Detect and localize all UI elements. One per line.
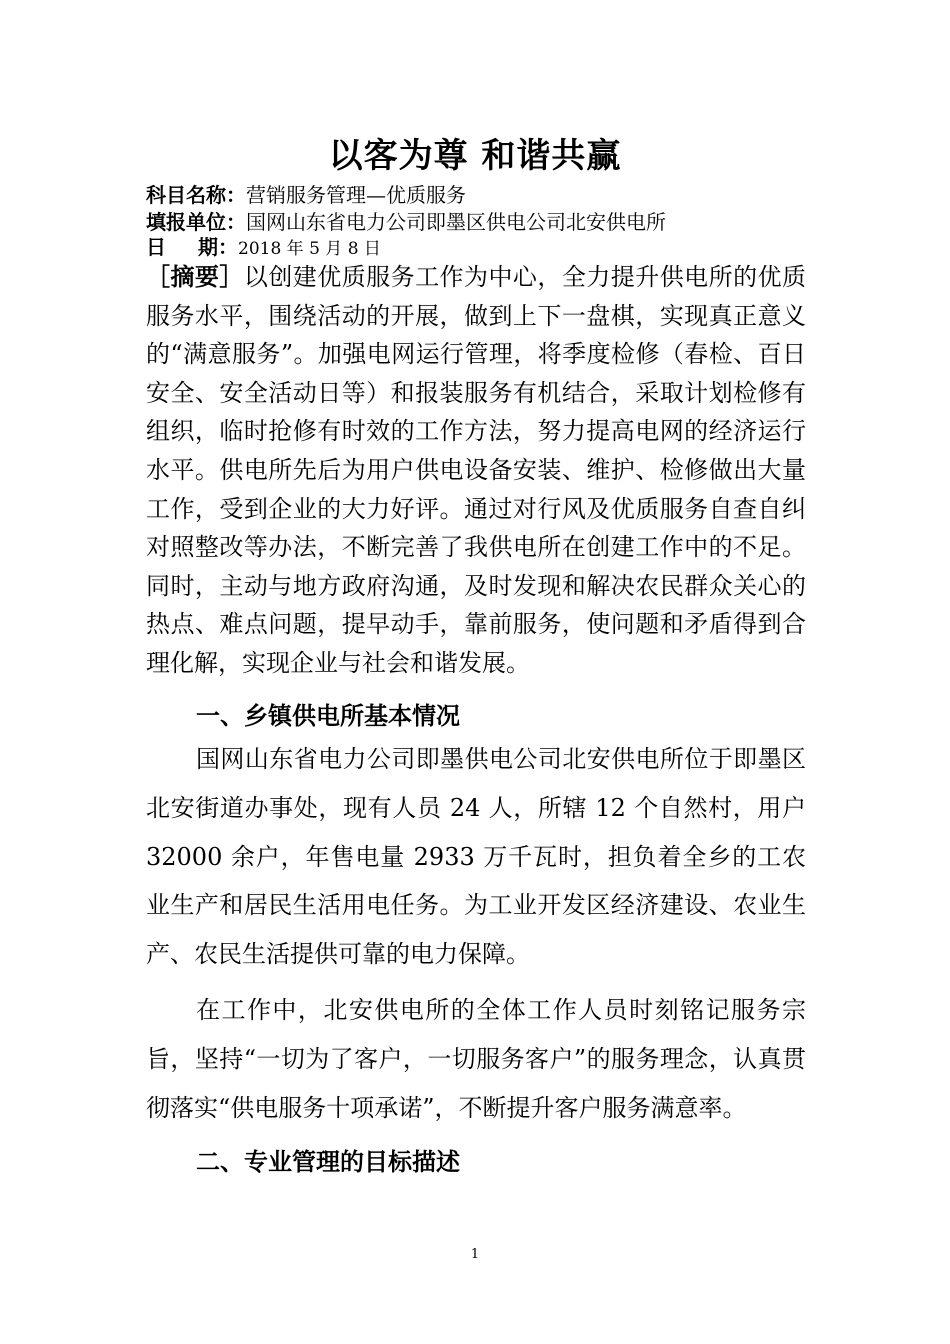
- section1-paragraph-2: 在工作中，北安供电所的全体工作人员时刻铭记服务宗旨，坚持“一切为了客户，一切服务客户”的服务理念，认真贯彻落实“供电服务十项承诺”，不断提升客户服务满意率。: [146, 996, 806, 1122]
- page-number: 1: [470, 1247, 480, 1262]
- date-value: 2018 年 5 月 8 日: [238, 239, 381, 259]
- abstract-text: 以创建优质服务工作为中心，全力提升供电所的优质服务水平，围绕活动的开展，做到上下一盘棋，实现真正意义的“满意服务”。加强电网运行管理，将季度检修（春检、百日安全、安全活动日等）和报装服务有机结合，采取计划检修有组织，临时抢修有时效的工作方法，努力提高电网的经济运行水平。供电所先后为用户供电设备安装、维护、检修做出大量工作，受到企业的大力好评。通过对行风及优质服务自查自纠对照整改等办法，不断完善了我供电所在创建工作中的不足。同时，主动与地方政府沟通，及时发现和解决农民群众关心的热点、难点问题，提早动手，靠前服务，使问题和矛盾得到合理化解，实现企业与社会和谐发展。: [146, 263, 807, 677]
- subject-label: 科目名称：: [146, 183, 246, 207]
- abstract-tag: ［摘要］: [146, 263, 244, 291]
- subject-value: 营销服务管理—优质服务: [246, 183, 466, 207]
- unit-label: 填报单位：: [146, 210, 246, 234]
- date-label-first: 日: [146, 235, 166, 259]
- section-heading-1: 一、乡镇供电所基本情况: [196, 702, 460, 730]
- date-label-second: 期：: [198, 235, 238, 259]
- section1-paragraph-1: 国网山东省电力公司即墨供电公司北安供电所位于即墨区北安街道办事处，现有人员 24 人，所辖 12 个自然村，用户 32000 余户，年售电量 2933 万千瓦时，担负着全乡的工农业生产和居民生活用电任务。为工业开发区经济建设、农业生产、农民生活提供可靠的电力保障。: [146, 745, 806, 969]
- section-heading-2: 二、专业管理的目标描述: [196, 1148, 460, 1176]
- abstract: [146, 258, 806, 683]
- unit-value: 国网山东省电力公司即墨区供电公司北安供电所: [246, 210, 666, 234]
- subject-line: [146, 182, 466, 208]
- document-title: 以客为尊 和谐共赢: [328, 136, 622, 176]
- unit-line: [146, 209, 666, 235]
